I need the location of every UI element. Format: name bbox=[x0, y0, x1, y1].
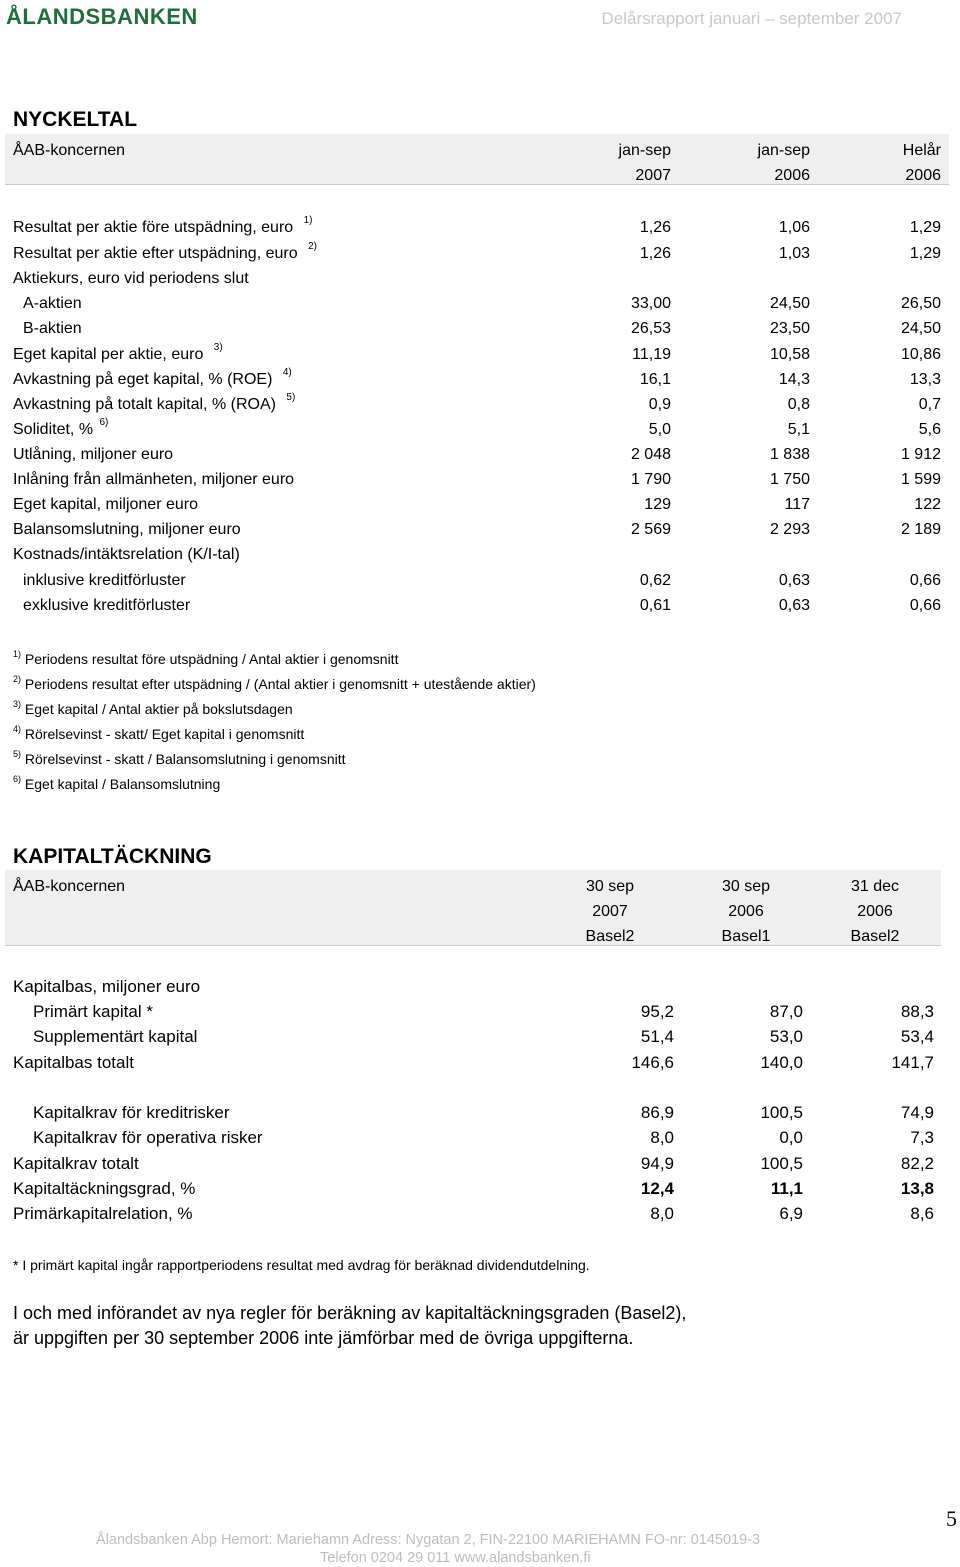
col-header-3-line1: Helår bbox=[902, 142, 941, 159]
kap-col-2-line1: 30 sep bbox=[721, 878, 771, 895]
table-row-label bbox=[13, 392, 296, 417]
table-row-label bbox=[13, 520, 241, 540]
table-row-label bbox=[13, 342, 223, 367]
row-label-text: Kostnads/intäktsrelation (K/I-tal) bbox=[13, 546, 240, 563]
table-cell-value: 100,5 bbox=[760, 1103, 803, 1122]
table-cell-value: 33,00 bbox=[630, 295, 671, 312]
kap-col-3-line3: Basel2 bbox=[850, 928, 900, 945]
kapital-para-line1: I och med införandet av nya regler för beräkning av kapitaltäckningsgraden (Basel2), bbox=[13, 1303, 687, 1323]
footnote-text: Periodens resultat före utspädning / Antal aktier i genomsnitt bbox=[24, 651, 399, 667]
table-cell-value: 2 189 bbox=[900, 521, 941, 538]
row-label-text: Resultat per aktie efter utspädning, euro bbox=[13, 245, 298, 262]
footnote-marker: 1) bbox=[303, 215, 313, 226]
footnote-number: 2) bbox=[13, 674, 22, 684]
row-label-text: Balansomslutning, miljoner euro bbox=[13, 521, 241, 538]
table-cell-value: 26,50 bbox=[900, 295, 941, 312]
table-cell-value: 26,53 bbox=[630, 320, 671, 337]
table-cell-value: 2 293 bbox=[769, 521, 810, 538]
table-cell-value: 5,0 bbox=[648, 421, 671, 438]
table-cell-value: 0,66 bbox=[909, 572, 941, 589]
nyckeltal-group-label: ÅAB-koncernen bbox=[13, 142, 126, 159]
table-cell-value: 129 bbox=[644, 496, 671, 513]
table-cell-value: 0,62 bbox=[639, 572, 671, 589]
table-row-label: Kapitalkrav för kreditrisker bbox=[33, 1103, 230, 1122]
row-label-text: Inlåning från allmänheten, miljoner euro bbox=[13, 471, 295, 488]
table-cell-value: 11,19 bbox=[632, 346, 671, 363]
row-label-text: Eget kapital per aktie, euro bbox=[13, 346, 204, 363]
footnote-number: 4) bbox=[13, 724, 22, 734]
table-row-label bbox=[13, 241, 317, 266]
table-row-label bbox=[13, 367, 292, 392]
table-cell-value: 13,8 bbox=[900, 1179, 934, 1198]
kapital-para-line2: är uppgiften per 30 september 2006 inte jämförbar med de övriga uppgifterna. bbox=[13, 1328, 634, 1348]
table-cell-value: 82,2 bbox=[900, 1154, 934, 1173]
table-cell-value: 1,29 bbox=[909, 245, 941, 262]
table-row-label: Kapitaltäckningsgrad, % bbox=[13, 1179, 196, 1198]
table-cell-value: 1,26 bbox=[639, 245, 671, 262]
report-title: Delårsrapport januari – september 2007 bbox=[601, 9, 902, 28]
footnote-number: 1) bbox=[13, 649, 22, 659]
table-cell-value: 23,50 bbox=[769, 320, 810, 337]
table-cell-value: 14,3 bbox=[778, 371, 810, 388]
row-label-text: Avkastning på eget kapital, % (ROE) bbox=[13, 371, 273, 388]
table-row-label: Kapitalbas, miljoner euro bbox=[13, 977, 201, 996]
footnote-number: 6) bbox=[13, 774, 22, 784]
kapital-header-band bbox=[5, 870, 941, 946]
row-label-text: exklusive kreditförluster bbox=[23, 597, 191, 614]
table-cell-value: 1 838 bbox=[769, 446, 810, 463]
table-cell-value: 5,1 bbox=[787, 421, 810, 438]
footnote-marker: 5) bbox=[286, 392, 296, 403]
col-header-2-line2: 2006 bbox=[774, 167, 810, 184]
bank-logo: ÅLANDSBANKEN bbox=[6, 4, 198, 29]
table-cell-value: 0,63 bbox=[778, 572, 810, 589]
table-cell-value: 88,3 bbox=[900, 1002, 934, 1021]
table-cell-value: 94,9 bbox=[640, 1154, 674, 1173]
table-cell-value: 13,3 bbox=[909, 371, 941, 388]
table-cell-value: 1 790 bbox=[630, 471, 671, 488]
col-header-3-line2: 2006 bbox=[905, 167, 941, 184]
table-cell-value: 0,7 bbox=[918, 396, 941, 413]
table-row-label: Kapitalkrav totalt bbox=[13, 1154, 139, 1173]
footnote-number: 5) bbox=[13, 749, 22, 759]
table-cell-value: 2 569 bbox=[630, 521, 671, 538]
table-row-label bbox=[13, 495, 198, 515]
table-cell-value: 1 912 bbox=[900, 446, 941, 463]
table-row-label: Kapitalkrav för operativa risker bbox=[33, 1128, 263, 1147]
kap-col-3-line1: 31 dec bbox=[850, 878, 900, 895]
kap-col-1-line2: 2007 bbox=[592, 903, 628, 920]
section-title-kapitaltackning: KAPITALTÄCKNING bbox=[13, 845, 212, 868]
row-label-text: Soliditet, % bbox=[13, 421, 94, 438]
table-cell-value: 51,4 bbox=[640, 1027, 674, 1046]
row-label-text: Resultat per aktie före utspädning, euro bbox=[13, 219, 294, 236]
table-row-label bbox=[13, 269, 249, 289]
table-cell-value: 146,6 bbox=[631, 1053, 674, 1072]
kap-col-2-line2: 2006 bbox=[728, 903, 764, 920]
col-header-1-line2: 2007 bbox=[635, 167, 671, 184]
table-cell-value: 1,26 bbox=[639, 219, 671, 236]
footnote-marker: 4) bbox=[282, 367, 292, 378]
footnote-marker: 3) bbox=[213, 342, 223, 353]
table-row-label bbox=[23, 294, 82, 314]
table-cell-value: 1,03 bbox=[778, 245, 810, 262]
section-title-nyckeltal: NYCKELTAL bbox=[13, 108, 138, 131]
row-label-text: B-aktien bbox=[23, 320, 82, 337]
page-number: 5 bbox=[946, 1506, 957, 1531]
table-row-label: Kapitalbas totalt bbox=[13, 1053, 134, 1072]
footer-line2: Telefon 0204 29 011 www.alandsbanken.fi bbox=[320, 1550, 591, 1566]
table-cell-value: 0,63 bbox=[778, 597, 810, 614]
footnote-text: Eget kapital / Balansomslutning bbox=[24, 776, 221, 792]
footnote-text: Rörelsevinst - skatt/ Eget kapital i genomsnitt bbox=[24, 726, 305, 742]
col-header-2-line1: jan-sep bbox=[757, 142, 810, 159]
footnote-marker: 2) bbox=[308, 241, 317, 252]
table-cell-value: 8,6 bbox=[910, 1204, 934, 1223]
kap-col-1-line3: Basel2 bbox=[585, 928, 635, 945]
table-cell-value: 1 750 bbox=[769, 471, 810, 488]
footnote-item bbox=[13, 750, 346, 770]
kap-col-3-line2: 2006 bbox=[857, 903, 893, 920]
kapital-group-label: ÅAB-koncernen bbox=[13, 878, 126, 895]
table-cell-value: 1,29 bbox=[909, 219, 941, 236]
table-cell-value: 140,0 bbox=[760, 1053, 803, 1072]
table-cell-value: 0,8 bbox=[787, 396, 810, 413]
table-cell-value: 87,0 bbox=[769, 1002, 803, 1021]
footnote-item bbox=[13, 700, 293, 720]
table-cell-value: 12,4 bbox=[640, 1179, 674, 1198]
table-cell-value: 2 048 bbox=[630, 446, 671, 463]
row-label-text: A-aktien bbox=[23, 295, 82, 312]
footnote-number: 3) bbox=[13, 699, 22, 709]
table-row-label: Primärt kapital * bbox=[33, 1002, 153, 1021]
table-row-label bbox=[13, 445, 173, 465]
table-cell-value: 10,86 bbox=[900, 346, 941, 363]
row-label-text: Aktiekurs, euro vid periodens slut bbox=[13, 270, 249, 287]
table-row-label bbox=[23, 596, 190, 616]
table-cell-value: 0,66 bbox=[909, 597, 941, 614]
row-label-text: Eget kapital, miljoner euro bbox=[13, 496, 198, 513]
table-cell-value: 10,58 bbox=[769, 346, 810, 363]
row-label-text: Utlåning, miljoner euro bbox=[13, 446, 174, 463]
table-cell-value: 95,2 bbox=[640, 1002, 674, 1021]
footer-line1: Ålandsbanken Abp Hemort: Mariehamn Adress: Nygatan 2, FIN-22100 MARIEHAMN FO-nr: 0145019-3 bbox=[96, 1532, 761, 1548]
footnote-text: Rörelsevinst - skatt / Balansomslutning i genomsnitt bbox=[24, 751, 346, 767]
footnote-item bbox=[13, 675, 536, 695]
footnote-text: Eget kapital / Antal aktier på bokslutsdagen bbox=[24, 701, 293, 717]
table-row-label bbox=[13, 470, 294, 490]
table-cell-value: 7,3 bbox=[910, 1128, 934, 1147]
footnote-marker: 6) bbox=[99, 417, 109, 428]
table-row-label bbox=[13, 417, 109, 442]
table-cell-value: 8,0 bbox=[650, 1128, 674, 1147]
footnote-item bbox=[13, 725, 304, 745]
kap-col-2-line3: Basel1 bbox=[721, 928, 771, 945]
table-cell-value: 122 bbox=[914, 496, 941, 513]
table-row-label bbox=[13, 545, 240, 565]
table-cell-value: 24,50 bbox=[769, 295, 810, 312]
table-cell-value: 5,6 bbox=[918, 421, 941, 438]
table-cell-value: 8,0 bbox=[650, 1204, 674, 1223]
footnote-item bbox=[13, 775, 220, 795]
table-cell-value: 1 599 bbox=[900, 471, 941, 488]
kapital-footnote: * I primärt kapital ingår rapportperiodens resultat med avdrag för beräknad dividendutdelning. bbox=[13, 1257, 590, 1273]
table-cell-value: 74,9 bbox=[900, 1103, 934, 1122]
table-cell-value: 1,06 bbox=[778, 219, 810, 236]
table-cell-value: 6,9 bbox=[779, 1204, 803, 1223]
table-cell-value: 0,0 bbox=[779, 1128, 803, 1147]
table-cell-value: 53,0 bbox=[769, 1027, 803, 1046]
table-cell-value: 141,7 bbox=[891, 1053, 934, 1072]
table-row-label bbox=[23, 319, 82, 339]
table-cell-value: 0,9 bbox=[648, 396, 671, 413]
table-row-label: Primärkapitalrelation, % bbox=[13, 1204, 193, 1223]
table-cell-value: 86,9 bbox=[640, 1103, 674, 1122]
table-cell-value: 11,1 bbox=[770, 1179, 803, 1198]
footnote-text: Periodens resultat efter utspädning / (Antal aktier i genomsnitt + utestående aktier) bbox=[24, 676, 536, 692]
col-header-1-line1: jan-sep bbox=[618, 142, 671, 159]
footnote-item bbox=[13, 650, 398, 670]
table-row-label bbox=[13, 215, 313, 240]
table-row-label: Supplementärt kapital bbox=[33, 1027, 198, 1046]
table-row-label bbox=[23, 571, 186, 591]
table-cell-value: 53,4 bbox=[900, 1027, 934, 1046]
row-label-text: Avkastning på totalt kapital, % (ROA) bbox=[13, 396, 276, 413]
table-cell-value: 100,5 bbox=[760, 1154, 803, 1173]
table-cell-value: 117 bbox=[784, 496, 810, 513]
table-cell-value: 24,50 bbox=[900, 320, 941, 337]
table-cell-value: 0,61 bbox=[639, 597, 671, 614]
row-label-text: inklusive kreditförluster bbox=[23, 572, 186, 589]
table-cell-value: 16,1 bbox=[639, 371, 671, 388]
kap-col-1-line1: 30 sep bbox=[585, 878, 635, 895]
